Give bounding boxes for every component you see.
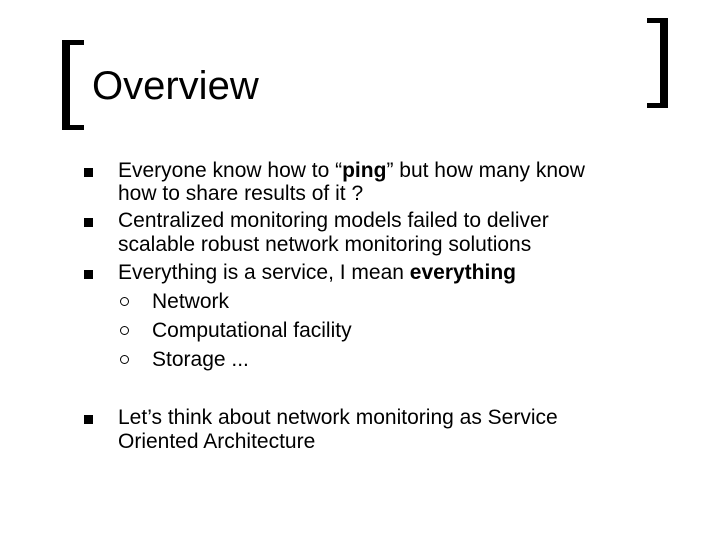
circle-bullet-icon [120, 326, 129, 335]
subitem-network: Network [152, 290, 230, 313]
square-bullet-icon [84, 168, 93, 177]
right-bracket-bar [660, 18, 668, 108]
bullet-4-line-1: Let’s think about network monitoring as Service [118, 406, 558, 429]
square-bullet-icon [84, 270, 93, 279]
bullet-4-line-2: Oriented Architecture [118, 430, 316, 453]
subitem-computational-facility: Computational facility [152, 319, 352, 342]
right-bracket-top [647, 18, 668, 23]
square-bullet-icon [84, 415, 93, 424]
bullet-2-line-2: scalable robust network monitoring solutions [118, 233, 532, 256]
bullet-1-line-1: Everyone know how to “ping” but how many know [118, 159, 585, 182]
left-bracket-bar [62, 40, 70, 130]
bullet-3-line-1: Everything is a service, I mean everything [118, 261, 516, 284]
square-bullet-icon [84, 218, 93, 227]
bullet-1-line-2: how to share results of it ? [118, 182, 364, 205]
slide-title: Overview [92, 64, 259, 108]
circle-bullet-icon [120, 297, 129, 306]
right-bracket-bottom [647, 103, 668, 108]
circle-bullet-icon [120, 355, 129, 364]
left-bracket-bottom [62, 125, 84, 130]
subitem-storage: Storage ... [152, 348, 249, 371]
bullet-2-line-1: Centralized monitoring models failed to deliver [118, 209, 549, 232]
left-bracket-top [62, 40, 84, 45]
